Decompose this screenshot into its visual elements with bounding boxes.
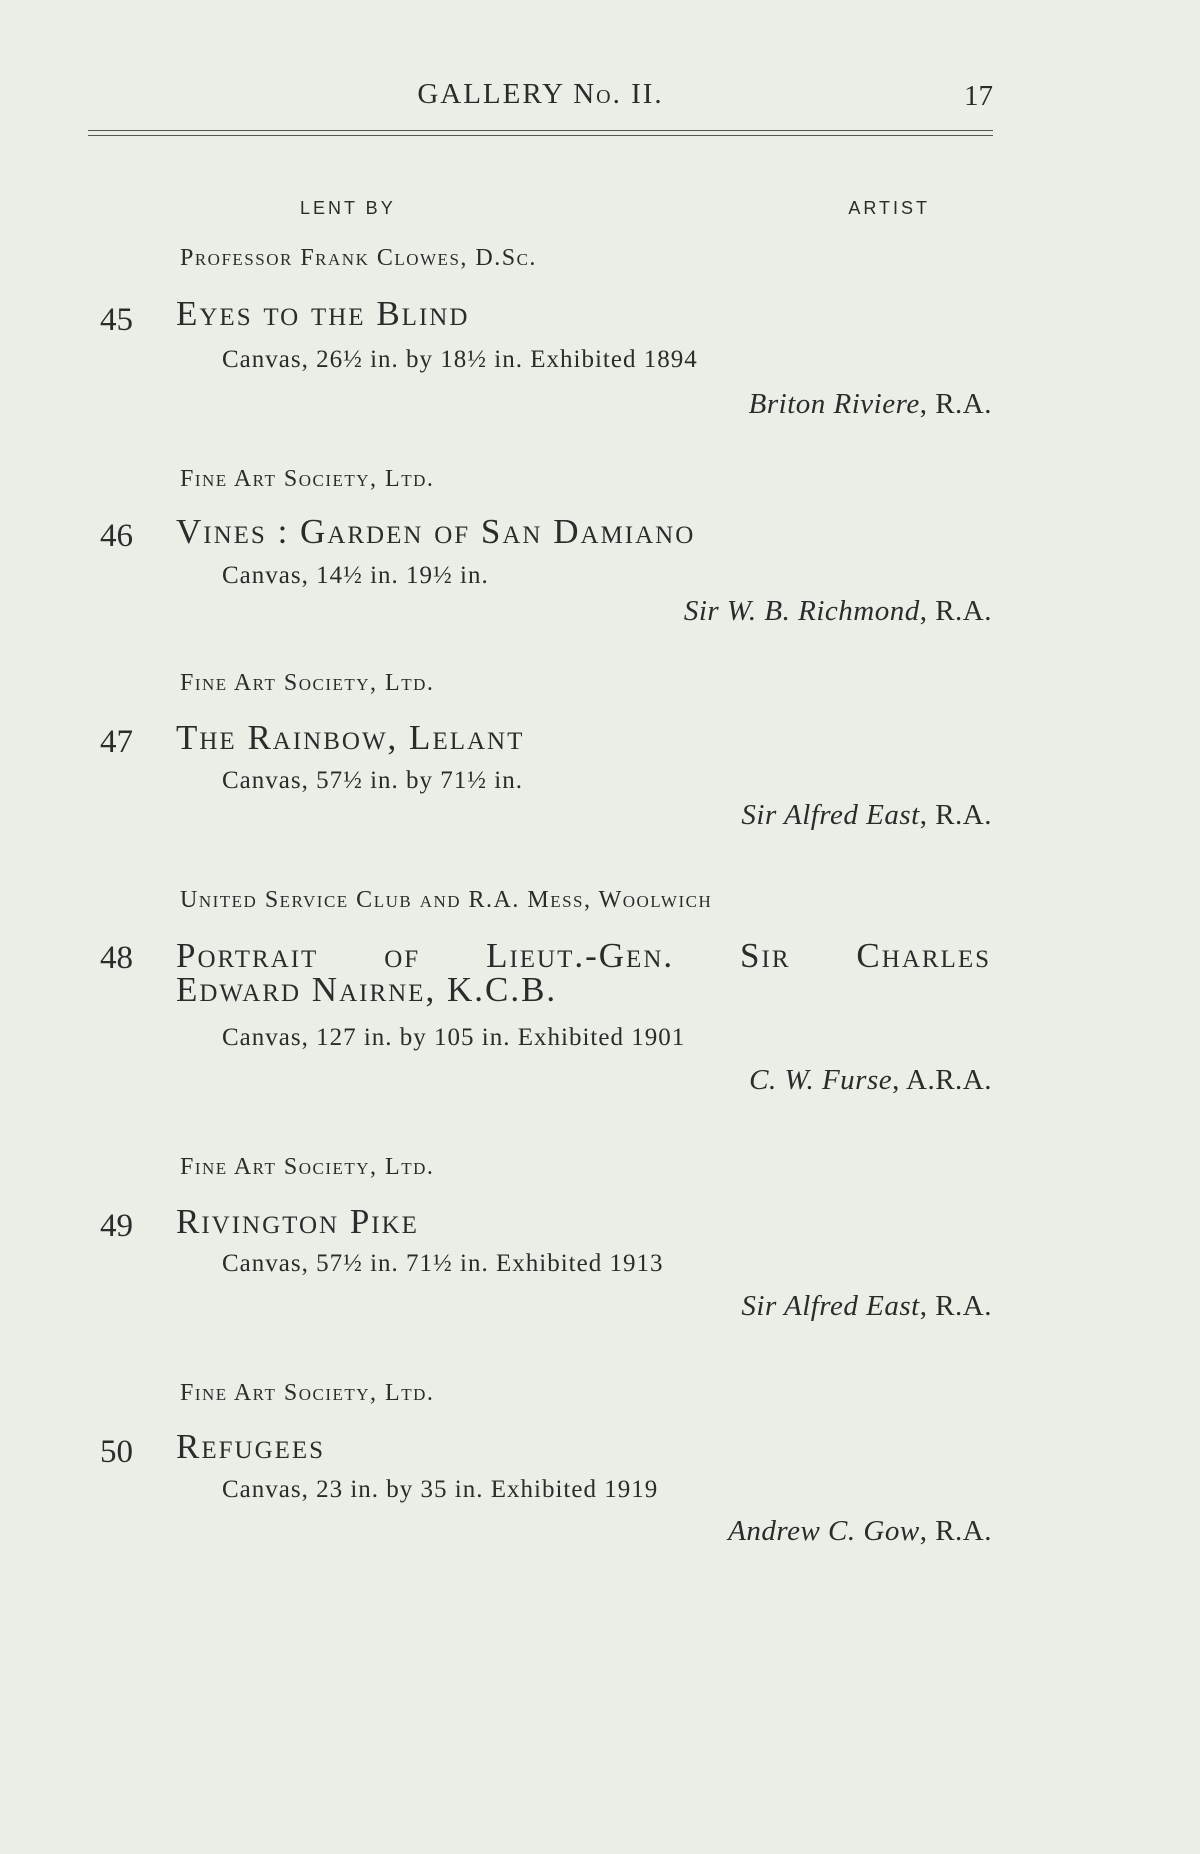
- artist-name: Sir W. B. Richmond: [683, 595, 920, 627]
- entry-title: Eyes to the Blind: [176, 294, 470, 333]
- entry-title: Rivington Pike: [176, 1202, 419, 1241]
- entry-number: 46: [100, 518, 133, 554]
- entry-artist: [741, 1290, 992, 1323]
- page-number: 17: [964, 80, 993, 112]
- artist-name: C. W. Furse: [749, 1064, 893, 1096]
- entry-details: Canvas, 57½ in. by 71½ in.: [222, 767, 523, 794]
- entry-number: 47: [100, 724, 133, 760]
- lender: Fine Art Society, Ltd.: [180, 670, 435, 696]
- entry-title: Refugees: [176, 1427, 326, 1466]
- entry-number: 45: [100, 302, 133, 338]
- entry-title: The Rainbow, Lelant: [176, 718, 525, 757]
- entry-number: 49: [100, 1208, 133, 1244]
- entry-title: Portrait of Lieut.-Gen. Sir Charles: [176, 936, 991, 975]
- artist-heading: ARTIST: [848, 198, 930, 218]
- running-head: [88, 78, 993, 118]
- lender: United Service Club and R.A. Mess, Woolwich: [180, 887, 713, 913]
- entry-title: Vines : Garden of San Damiano: [176, 512, 696, 551]
- entry-artist: [749, 1064, 992, 1097]
- artist-name: Sir Alfred East: [741, 799, 920, 831]
- artist-name: Andrew C. Gow: [728, 1515, 920, 1547]
- entry-number: 50: [100, 1434, 133, 1470]
- artist-suffix: , R.A.: [919, 799, 992, 831]
- lent-by-heading: LENT BY: [300, 198, 396, 218]
- entry-artist: [728, 1515, 992, 1548]
- lender: Fine Art Society, Ltd.: [180, 1380, 435, 1406]
- entry-artist: [684, 595, 992, 628]
- entry-details: Canvas, 26½ in. by 18½ in. Exhibited 1894: [222, 346, 698, 373]
- artist-suffix: , R.A.: [919, 595, 992, 627]
- entry-artist: [749, 388, 992, 421]
- entry-details: Canvas, 14½ in. 19½ in.: [222, 562, 489, 589]
- artist-name: Sir Alfred East: [741, 1290, 920, 1322]
- running-title: GALLERY No. II.: [417, 78, 664, 110]
- artist-suffix: , R.A.: [919, 388, 992, 420]
- entry-number: 48: [100, 940, 133, 976]
- artist-suffix: , R.A.: [919, 1515, 992, 1547]
- entry-title-line2: Edward Nairne, K.C.B.: [176, 970, 558, 1009]
- header-rule: [88, 130, 993, 136]
- column-headings: [300, 198, 930, 222]
- entry-details: Canvas, 57½ in. 71½ in. Exhibited 1913: [222, 1250, 664, 1277]
- lender: Fine Art Society, Ltd.: [180, 1154, 435, 1180]
- entry-details: Canvas, 127 in. by 105 in. Exhibited 1901: [222, 1024, 686, 1051]
- artist-suffix: , R.A.: [919, 1290, 992, 1322]
- entry-details: Canvas, 23 in. by 35 in. Exhibited 1919: [222, 1476, 659, 1503]
- entry-artist: [741, 799, 992, 832]
- artist-suffix: , A.R.A.: [892, 1064, 992, 1096]
- lender: Professor Frank Clowes, D.Sc.: [180, 245, 537, 271]
- lender: Fine Art Society, Ltd.: [180, 466, 435, 492]
- artist-name: Briton Riviere: [748, 388, 920, 420]
